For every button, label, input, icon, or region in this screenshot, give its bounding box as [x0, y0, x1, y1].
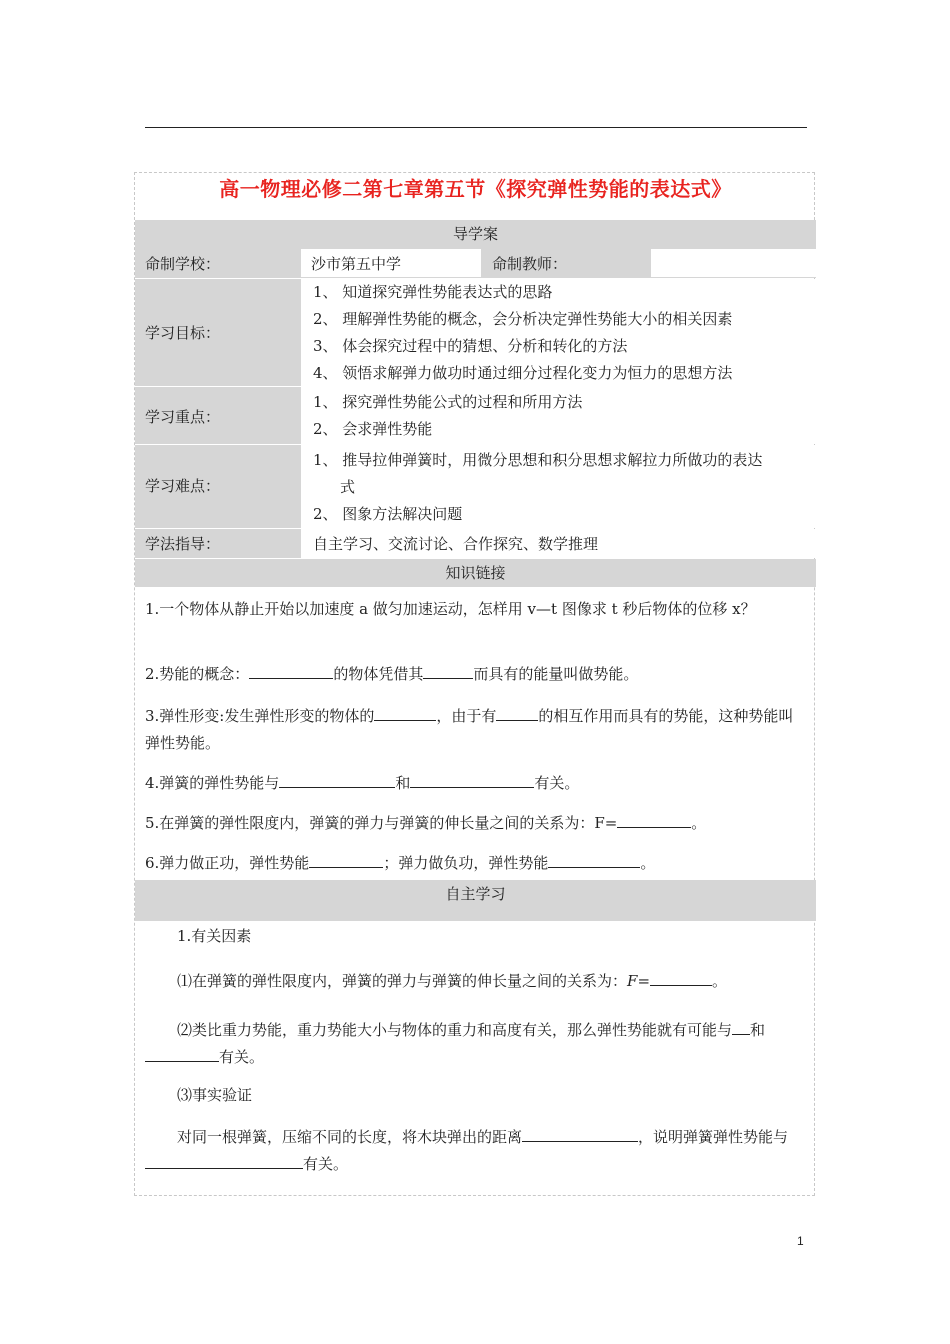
difficult-row: [135, 445, 816, 528]
answer-blank[interactable]: [279, 773, 395, 788]
key-row: [135, 387, 816, 444]
difficult-item: 2、 图象方法解决问题: [313, 505, 463, 523]
key-item: 2、 会求弹性势能: [313, 420, 433, 438]
section-self-title: 自主学习: [445, 885, 506, 903]
page-number: 1: [797, 1234, 804, 1248]
self-item-4: [145, 1124, 805, 1178]
section-guide-band: 导学案: [135, 220, 816, 248]
answer-blank[interactable]: [522, 1127, 638, 1142]
self-item-2: [145, 1017, 805, 1071]
question-3-text: 的相互作用而具有的势能，这种势能叫弹性势能。: [145, 707, 794, 752]
goal-item: 3、 体会探究过程中的猜想、分析和转化的方法: [313, 337, 628, 355]
school-value: 沙市第五中学: [311, 255, 402, 273]
question-3-text: ，由于有: [436, 707, 497, 725]
question-6-text: 6.弹力做正功，弹性势能: [145, 854, 310, 872]
school-row: [135, 248, 816, 278]
question-3: [145, 703, 805, 757]
self-item-4-text: 有关。: [303, 1155, 349, 1173]
teacher-label: 命制教师：: [492, 255, 568, 273]
answer-blank[interactable]: [732, 1020, 750, 1035]
method-row: [135, 529, 816, 558]
question-2-text: 而具有的能量叫做势能。: [473, 665, 639, 683]
answer-blank[interactable]: [309, 853, 383, 868]
self-heading: 1.有关因素: [177, 927, 252, 945]
answer-blank[interactable]: [145, 1154, 303, 1169]
header-rule: [145, 127, 807, 128]
question-6-text: ；弹力做负功，弹性势能: [383, 854, 549, 872]
question-6: [145, 850, 805, 877]
answer-blank[interactable]: [496, 706, 538, 721]
school-cell: [301, 249, 481, 277]
school-label: 命制学校：: [145, 255, 221, 273]
question-5-text: 5.在弹簧的弹性限度内，弹簧的弹力与弹簧的伸长量之间的关系为：F=: [145, 814, 618, 832]
difficult-item: 1、 推导拉伸弹簧时，用微分思想和积分思想求解拉力所做功的表达: [313, 451, 763, 469]
goals-row: [135, 279, 816, 386]
self-item-1-text: ⑴在弹簧的弹性限度内，弹簧的弹力与弹簧的伸长量之间的关系为：: [177, 972, 628, 990]
self-item-1-text: =: [637, 972, 651, 990]
question-6-text: 。: [640, 854, 656, 872]
method-value: 自主学习、交流讨论、合作探究、数学推理: [313, 535, 599, 553]
question-4: [145, 770, 805, 797]
answer-blank[interactable]: [423, 664, 473, 679]
question-4-text: 4.弹簧的弹性势能与: [145, 774, 280, 792]
difficult-label: 学习难点：: [145, 477, 221, 495]
worksheet: [134, 172, 815, 1196]
section-self-band: [135, 880, 816, 921]
answer-blank[interactable]: [249, 664, 333, 679]
question-2: [145, 661, 805, 688]
page-title: 高一物理必修二第七章第五节《探究弹性势能的表达式》: [219, 177, 732, 201]
self-item-4-text: 对同一根弹簧，压缩不同的长度，将木块弹出的距离: [177, 1128, 523, 1146]
section-link-band: 知识链接: [135, 559, 816, 587]
question-1: 1.一个物体从静止开始以加速度 a 做匀加速运动，怎样用 v—t 图像求 t 秒后物体的位移 x？: [145, 600, 756, 618]
key-item: 1、 探究弹性势能公式的过程和所用方法: [313, 393, 583, 411]
self-item-1: [145, 968, 805, 995]
answer-blank[interactable]: [650, 971, 712, 986]
answer-blank[interactable]: [617, 813, 691, 828]
self-item-1-symbol: F: [627, 972, 638, 990]
question-2-text: 的物体凭借其: [333, 665, 424, 683]
answer-blank[interactable]: [374, 706, 436, 721]
self-item-2-text: 和: [750, 1021, 766, 1039]
goal-item: 2、 理解弹性势能的概念，会分析决定弹性势能大小的相关因素: [313, 310, 733, 328]
answer-blank[interactable]: [410, 773, 534, 788]
goal-item: 4、 领悟求解弹力做功时通过细分过程化变力为恒力的思想方法: [313, 364, 733, 382]
method-label: 学法指导：: [145, 535, 221, 553]
answer-blank[interactable]: [145, 1047, 219, 1062]
question-2-text: 2.势能的概念：: [145, 665, 250, 683]
self-item-2-text: ⑵类比重力势能，重力势能大小与物体的重力和高度有关，那么弹性势能就有可能与: [177, 1021, 733, 1039]
answer-blank[interactable]: [548, 853, 640, 868]
difficult-item: 式: [340, 478, 356, 496]
key-label: 学习重点：: [145, 408, 221, 426]
question-5: [145, 810, 805, 837]
self-item-4-text: ，说明弹簧弹性势能与: [638, 1128, 789, 1146]
teacher-cell: [651, 249, 816, 277]
question-4-text: 有关。: [534, 774, 580, 792]
self-item-2-text: 有关。: [219, 1048, 265, 1066]
goals-label: 学习目标：: [145, 324, 221, 342]
question-4-text: 和: [395, 774, 411, 792]
self-item-1-text: 。: [712, 972, 728, 990]
goal-item: 1、 知道探究弹性势能表达式的思路: [313, 283, 553, 301]
self-item-3: ⑶事实验证: [177, 1086, 253, 1104]
question-5-text: 。: [691, 814, 707, 832]
question-3-text: 3.弹性形变:发生弹性形变的物体的: [145, 707, 375, 725]
